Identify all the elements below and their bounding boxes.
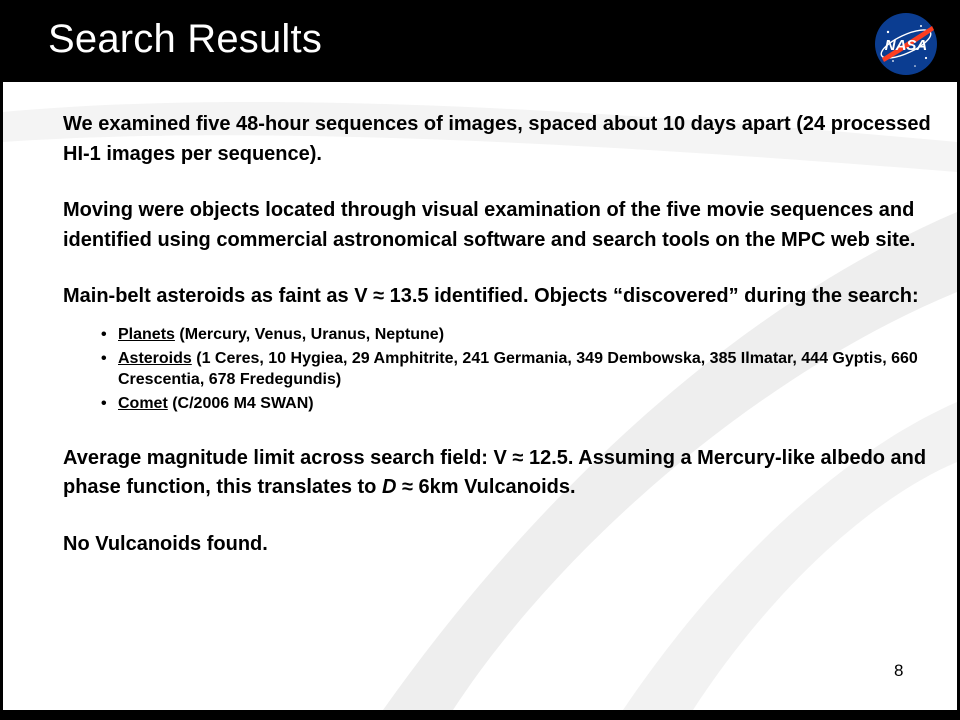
nasa-logo-text: NASA <box>884 37 928 54</box>
list-item <box>101 324 933 345</box>
list-item-text: (C/2006 M4 SWAN) <box>167 394 314 412</box>
magnitude-text-b: ≈ 6km Vulcanoids. <box>396 476 576 498</box>
slide-body <box>63 110 933 586</box>
nasa-logo-icon <box>874 12 938 76</box>
bottom-bar <box>0 710 960 720</box>
list-item-text: (Mercury, Venus, Uranus, Neptune) <box>174 325 445 343</box>
slide-title: Search Results <box>48 17 323 61</box>
list-item-label: Asteroids <box>118 349 192 367</box>
paragraph-conclusion: No Vulcanoids found. <box>63 532 268 555</box>
list-item-label: Comet <box>118 394 168 412</box>
magnitude-text-a: Average magnitude limit across search field: V ≈ 12.5. Assuming a Mercury-like albedo and phase function, this translates to <box>63 446 927 498</box>
list-item-text: (1 Ceres, 10 Hygiea, 29 Amphitrite, 241 Germania, 349 Dembowska, 385 Ilmatar, 444 Gyptis, 660 Crescentia, 678 Fredegundis) <box>118 349 918 388</box>
list-item <box>101 348 933 390</box>
header-bar <box>0 0 960 82</box>
list-item-label: Planets <box>118 325 175 343</box>
diameter-symbol: D <box>381 476 397 498</box>
paragraph-asteroids: Main-belt asteroids as faint as V ≈ 13.5 identified. Objects “discovered” during the search: <box>63 285 919 307</box>
discovered-objects-list <box>63 324 933 414</box>
paragraph-magnitude-limit <box>63 444 933 503</box>
page-number: 8 <box>894 661 904 680</box>
paragraph-method: Moving were objects located through visual examination of the five movie sequences and identified using commercial astronomical software and search tools on the MPC web site. <box>63 199 916 251</box>
paragraph-sequences: We examined five 48-hour sequences of images, spaced about 10 days apart (24 processed HI-1 images per sequence). <box>63 113 931 165</box>
list-item <box>101 393 933 414</box>
